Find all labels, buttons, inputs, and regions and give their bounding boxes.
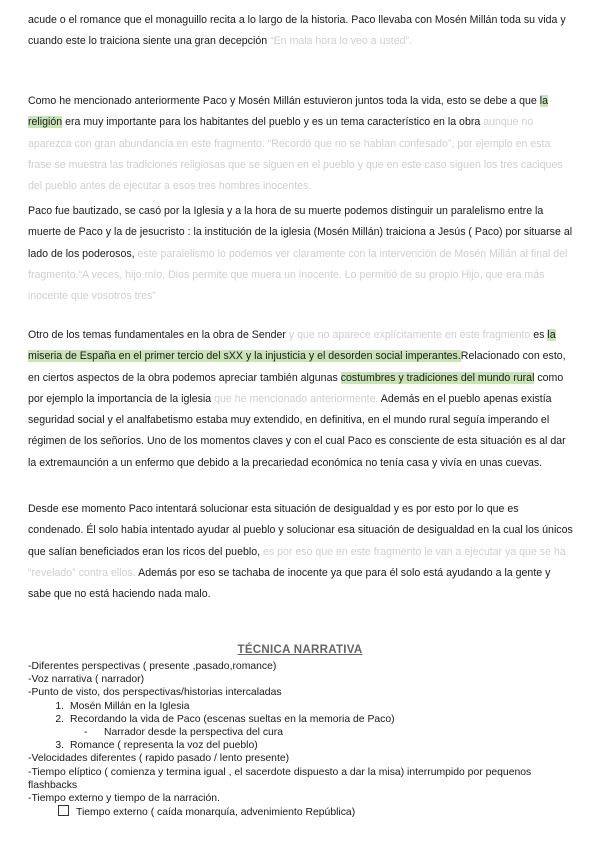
paragraph-1 (28, 10, 576, 53)
list-item: -Tiempo elíptico ( comienza y termina igual , el sacerdote dispuesto a dar la misa) interrumpido por pequenos flashbacks (28, 766, 532, 791)
faint-quote: “En mala hora lo veo a usted”. (270, 35, 412, 48)
item-text: Mosén Millán en la Iglesia (70, 700, 190, 712)
highlight-religion: la religión (28, 95, 548, 129)
list-item: -Voz narrativa ( narrador) (28, 674, 145, 686)
section-title: TÉCNICA NARRATIVA (237, 644, 363, 656)
square-bullet-icon (58, 805, 69, 816)
text-span: Además en el pueblo apenas existía seguridad social y el analfabetismo estaba muy extendido, en definitiva, en el mundo rural seguía imperando el régimen de los señoríos. Uno de los momentos claves y con el cual Paco es consciente de esta situación es al dar la extremaunción a un enfermo que debido a la precariedad económica no tenía casa y vivía en unas cuevas. (28, 392, 566, 469)
faint-text: y que no aparece explícitamente en este fragmento (288, 329, 531, 341)
faint-text: es por eso que en este fragmento le van a ejecutar ya que se ha “revelado” contra ellos. (28, 545, 566, 579)
text-span: era muy importante para los habitantes del pueblo y es un tema característico en la obra (62, 116, 484, 129)
item-number: 2. (55, 713, 64, 725)
item-text: Recordando la vida de Paco (escenas sueltas en la memoria de Paco) (70, 713, 395, 725)
text-span: es (530, 329, 548, 341)
paragraph-5 (28, 499, 576, 605)
numbered-item (28, 713, 588, 726)
item-text: Tiempo externo ( caída monarquía, advenimiento República) (76, 807, 356, 819)
numbered-item (28, 700, 588, 713)
list-item: -Velocidades diferentes ( rapido pasado / lento presente) (28, 753, 290, 765)
paragraph-4 (28, 325, 576, 474)
text-span: Otro de los temas fundamentales en la obra de Sender (28, 329, 289, 341)
list-item: -Diferentes perspectivas ( presente ,pasado,romance) (28, 661, 277, 672)
text-span: Como he mencionado anteriormente Paco y Mosén Millán estuvieron juntos toda la vida, esto se debe a que (28, 95, 540, 107)
narrative-technique-list (28, 660, 588, 819)
text-span: acude o el romance que el monaguillo recita a lo largo de la historia. Paco llevaba con Mosén Millán toda su vida y cuando este lo traiciona siente una gran decepción (28, 14, 566, 48)
faint-text: aunque no aparezca con gran abundancia en este fragmento. “Recordó que no se habían confesado”, por ejemplo en esta frase se muestra las tradiciones religiosas que se siguen en el pueblo y que en este caso siguen los tres caciques del pueblo antes de ejecutar a esos tres hombres inocentes. (28, 116, 563, 193)
faint-text: que he mencionado anteriormente. (214, 392, 379, 405)
text-span: Desde ese momento Paco intentará solucionar esta situación de desigualdad y es por esto por lo que es condenado. Él solo había intentado ayudar al pueblo y solucionar esa situación de desigualdad en la cual los únicos que salían beneficiados eran los ricos del pueblo, (28, 503, 573, 558)
faint-text: este paralelismo lo podemos ver claramente con la intervención de Mosén Millán al final del fragmento.“A veces, hijo mío, Dios permite que muera un inocente. Lo permitió de su propio Hijo, que era más inocente que vosotros tres” (28, 247, 568, 303)
text-span: Relacionado con esto, en ciertos aspectos de la obra podemos apreciar también algunas (28, 350, 566, 384)
sub-item (28, 726, 588, 739)
paragraph-3 (28, 201, 576, 307)
dash-bullet: - (84, 727, 88, 739)
text-span: Paco fue bautizado, se casó por la Iglesia y a la hora de su muerte podemos distinguir un paralelismo entre la muerte de Paco y la de jesucristo : la institución de la iglesia (Mosén Millán) traiciona a Jesús ( Paco) por situarse al lado de los poderosos, (28, 205, 573, 260)
list-item: -Punto de visto, dos perspectivas/historias intercaladas (28, 687, 282, 699)
list-item: -Tiempo externo y tiempo de la narración. (28, 793, 220, 805)
item-number: 1. (55, 700, 64, 712)
text-span: como por ejemplo la importancia de la iglesia (28, 371, 564, 405)
highlight-costumbres: costumbres y tradiciones del mundo rural (340, 371, 535, 384)
numbered-item (28, 739, 588, 752)
text-span: Además por eso se tachaba de inocente ya que para él solo está ayudando a la gente y sabe que no está haciendo nada malo. (28, 566, 551, 601)
item-text: Narrador desde la perspectiva del cura (104, 727, 284, 739)
item-number: 3. (55, 740, 64, 752)
highlight-miseria: la miseria de España en el primer tercio del sXX y la injusticia y el desorden social imperantes. (28, 329, 556, 363)
checkbox-item (28, 805, 588, 819)
item-text: Romance ( representa la voz del pueblo) (70, 740, 258, 752)
paragraph-2 (28, 91, 576, 197)
